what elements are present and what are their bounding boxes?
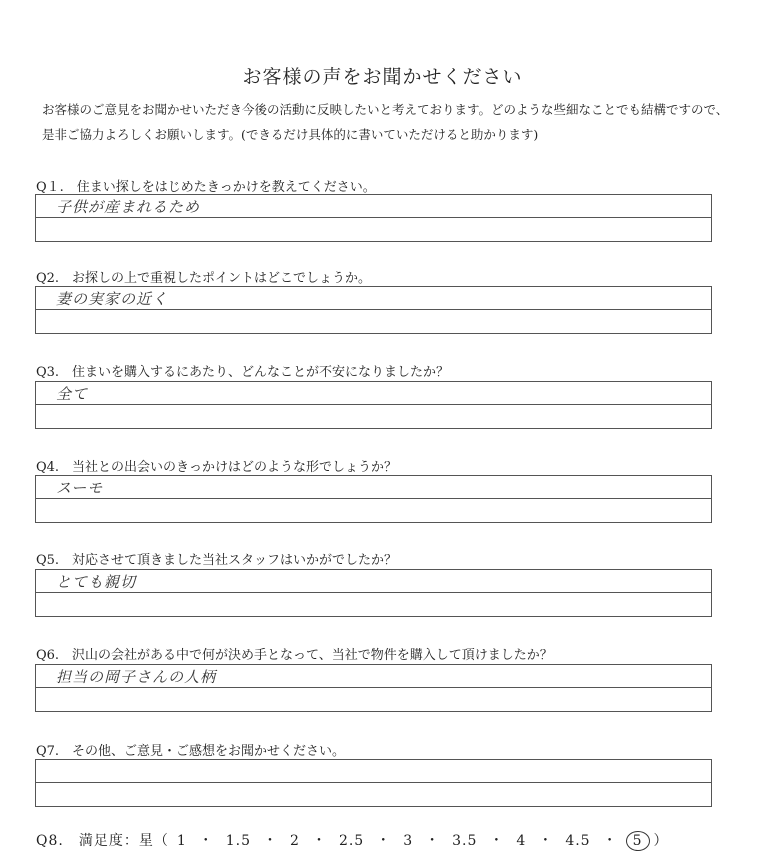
answer-box-1[interactable] [35, 194, 712, 242]
question-label-7: Q7. その他、ご意見・ご感想をお聞かせください。 [36, 744, 346, 759]
answer-box-2[interactable] [35, 286, 712, 334]
rating-separator: ・ [602, 833, 618, 849]
rating-option-1-5[interactable]: 1.5 [225, 833, 252, 849]
question-label-2: Q2. お探しの上で重視したポイントはどこでしょうか。 [36, 271, 372, 286]
rating-separator: ・ [263, 833, 279, 849]
rating-option-5[interactable]: 5 [626, 831, 650, 851]
question-label-3: Q3. 住まいを購入するにあたり、どんなことが不安になりましたか？ [36, 365, 450, 380]
answer-text-5: とても親切 [56, 573, 137, 591]
page-title: お客様の声をお聞かせください [242, 66, 523, 88]
rating-separator: ・ [376, 833, 392, 849]
rating-separator: ・ [198, 833, 214, 849]
answer-box-6[interactable] [35, 664, 712, 712]
answer-text-2: 妻の実家の近く [56, 290, 169, 308]
answer-box-7[interactable] [35, 759, 712, 807]
answer-text-4: スーモ [56, 479, 104, 497]
question-label-6: Q6. 沢山の会社がある中で何が決め手となって、当社で物件を購入して頂けましたか？ [36, 648, 553, 663]
answer-box-3[interactable] [35, 381, 712, 429]
rating-separator: ・ [425, 833, 441, 849]
satisfaction-rating [36, 830, 669, 851]
rating-option-4-5[interactable]: 4.5 [565, 833, 591, 849]
rating-separator: ・ [538, 833, 554, 849]
answer-box-4[interactable] [35, 475, 712, 523]
question-label-4: Q4. 当社との出会いのきっかけはどのような形でしょうか？ [36, 460, 398, 475]
intro-text: お客様のご意見をお聞かせいただき今後の活動に反映したいと考えております。どのような些細なことでも結構ですので、是非ご協力よろしくお願いします。(できるだけ具体的に書いていただけると助かります) [42, 102, 729, 142]
rating-separator: ・ [489, 833, 505, 849]
question-label-5: Q5. 対応させて頂きました当社スタッフはいかがでしたか？ [36, 553, 398, 568]
answer-text-1: 子供が産まれるため [56, 198, 201, 216]
rating-options [169, 833, 654, 849]
rating-option-4[interactable]: 4 [516, 833, 527, 849]
answer-text-3: 全て [56, 385, 89, 403]
rating-option-1[interactable]: 1 [176, 833, 187, 849]
answer-box-5[interactable] [35, 569, 712, 617]
answer-text-6: 担当の岡子さんの人柄 [56, 668, 217, 686]
rating-option-2-5[interactable]: 2.5 [338, 833, 365, 849]
rating-option-3[interactable]: 3 [403, 833, 414, 849]
rating-close: ） [653, 833, 669, 849]
rating-option-3-5[interactable]: 3.5 [452, 833, 478, 849]
rating-option-2[interactable]: 2 [290, 833, 300, 849]
rating-label: Q8. 満足度：星（ [36, 833, 169, 849]
question-label-1: Q１. 住まい探しをはじめたきっかけを教えてください。 [36, 180, 376, 195]
rating-separator: ・ [311, 833, 327, 849]
